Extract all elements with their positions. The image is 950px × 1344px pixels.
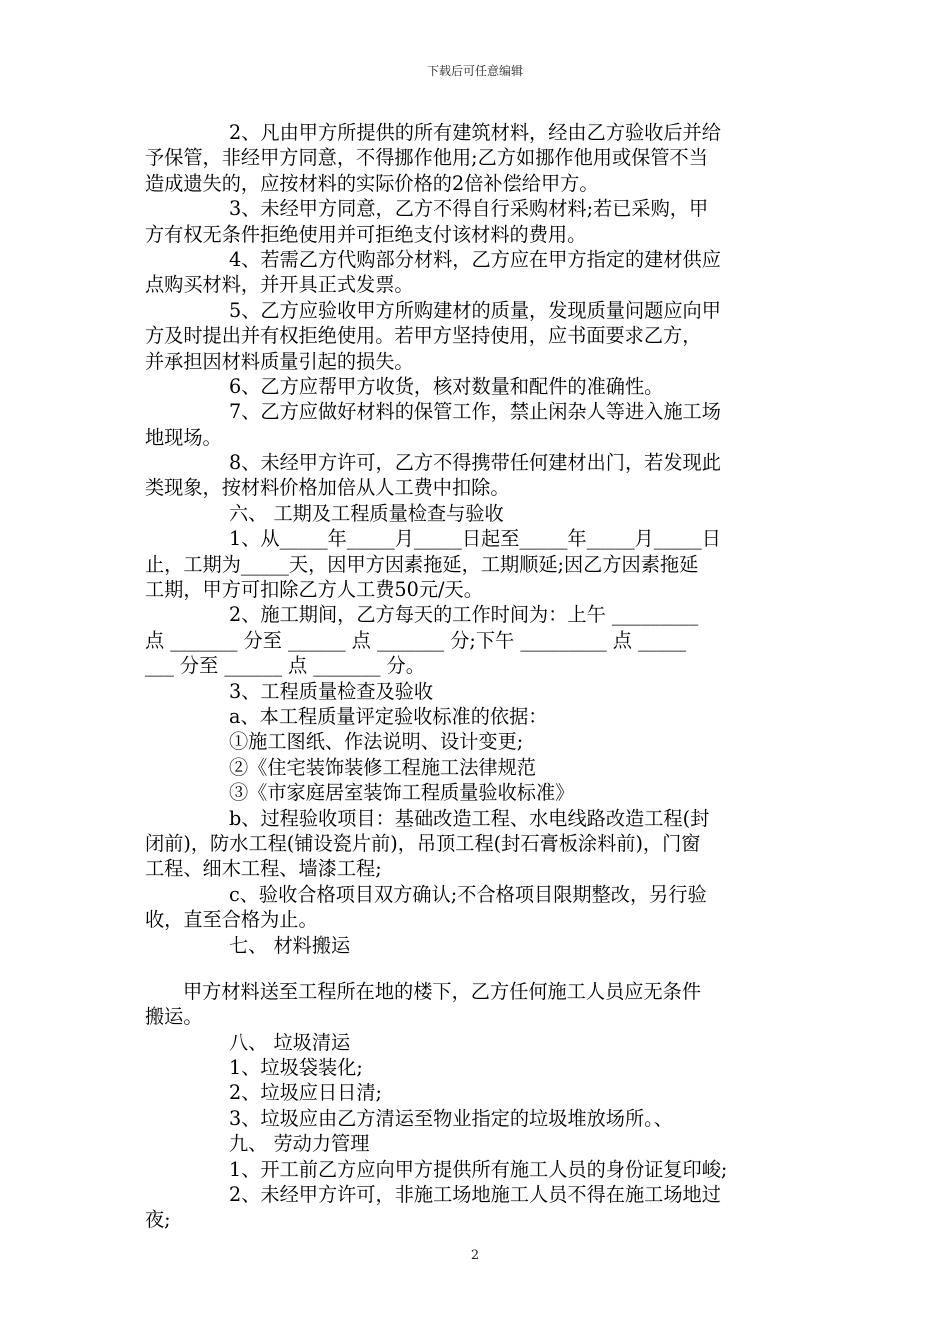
text-line: 8、未经甲方许可，乙方不得携带任何建材出门，若发现此: [229, 451, 721, 475]
text-line: 2、垃圾应日日清;: [229, 1081, 382, 1105]
text-line: 地现场。: [145, 425, 222, 449]
text-line: 方及时提出并有权拒绝使用。若甲方坚持使用，应书面要求乙方，: [145, 324, 702, 348]
text-line: 4、若需乙方代购部分材料，乙方应在甲方指定的建材供应: [229, 247, 721, 271]
text-line: 1、开工前乙方应向甲方提供所有施工人员的身份证复印峻;: [229, 1157, 728, 1181]
text-line: 3、垃圾应由乙方清运至物业指定的垃圾堆放场所。、: [229, 1106, 673, 1130]
text-line: 收，直至合格为止。: [145, 908, 318, 932]
text-line: ③《市家庭居室装饰工程质量验收标准》: [229, 781, 575, 805]
text-line: 方有权无条件拒绝使用并可拒绝支付该材料的费用。: [145, 222, 587, 246]
page-number: 2: [470, 1248, 480, 1263]
section-heading: 七、 材料搬运: [229, 933, 351, 957]
text-line: 并承担因材料质量引起的损失。: [145, 349, 414, 373]
text-line: 搬运。: [145, 1005, 203, 1029]
text-line: 点购买材料，并开具正式发票。: [145, 273, 414, 297]
text-line: 夜;: [145, 1208, 171, 1232]
text-line: 7、乙方应做好材料的保管工作，禁止闲杂人等进入施工场: [229, 400, 721, 424]
text-line: 甲方材料送至工程所在地的楼下，乙方任何施工人员应无条件: [183, 979, 702, 1003]
text-line: 造成遗失的，应按材料的实际价格的2倍补偿给甲方。: [145, 171, 599, 195]
text-line: 工期，甲方可扣除乙方人工费50元/天。: [145, 578, 483, 602]
text-line: c、验收合格项目双方确认;不合格项目限期整改，另行验: [229, 882, 707, 906]
text-line: 工程、细木工程、墙漆工程;: [145, 857, 382, 881]
document-body: [145, 120, 810, 1233]
text-line: b、过程验收项目：基础改造工程、水电线路改造工程(封: [229, 806, 710, 830]
text-line: 2、凡由甲方所提供的所有建筑材料，经由乙方验收后并给: [229, 121, 721, 144]
text-line: a、本工程质量评定验收标准的依据：: [229, 704, 548, 728]
text-line: ___ 分至 ______ 点 _______ 分。: [145, 654, 425, 678]
text-line: ②《住宅装饰装修工程施工法律规范: [229, 755, 536, 779]
text-line: 6、乙方应帮甲方收货，核对数量和配件的准确性。: [229, 374, 664, 398]
section-heading: 八、 垃圾清运: [229, 1030, 351, 1054]
paragraph-gap: [145, 958, 810, 979]
text-line: 闭前)，防水工程(铺设瓷片前)，吊顶工程(封石膏板涂料前)，门窗: [145, 831, 701, 855]
page-header: 下载后可任意编辑: [426, 64, 523, 78]
text-line: 2、施工期间，乙方每天的工作时间为：上午 _________: [229, 603, 699, 627]
text-line: 1、从_____年_____月_____日起至_____年_____月_____日: [229, 527, 721, 551]
text-line: 2、未经甲方许可，非施工场地施工人员不得在施工场地过: [229, 1183, 721, 1207]
text-line: ①施工图纸、作法说明、设计变更;: [229, 730, 524, 754]
section-heading: 六、 工期及工程质量检查与验收: [229, 501, 504, 525]
text-line: 点 _______ 分至 ______ 点 _______ 分;下午 _________ 点 _____: [145, 628, 687, 652]
section-heading: 九、 劳动力管理: [229, 1132, 370, 1156]
text-line: 5、乙方应验收甲方所购建材的质量，发现质量问题应向甲: [229, 298, 721, 322]
text-line: 1、垃圾袋装化;: [229, 1056, 363, 1080]
text-line: 3、未经甲方同意，乙方不得自行采购材料;若已采购，甲: [229, 197, 709, 221]
text-line: 类现象，按材料价格加倍从人工费中扣除。: [145, 476, 510, 500]
text-line: 予保管，非经甲方同意，不得挪作他用;乙方如挪作他用或保管不当: [145, 146, 708, 170]
text-line: 3、工程质量检查及验收: [229, 679, 434, 703]
text-line: 止，工期为_____天，因甲方因素拖延，工期顺延;因乙方因素拖延: [145, 552, 699, 576]
